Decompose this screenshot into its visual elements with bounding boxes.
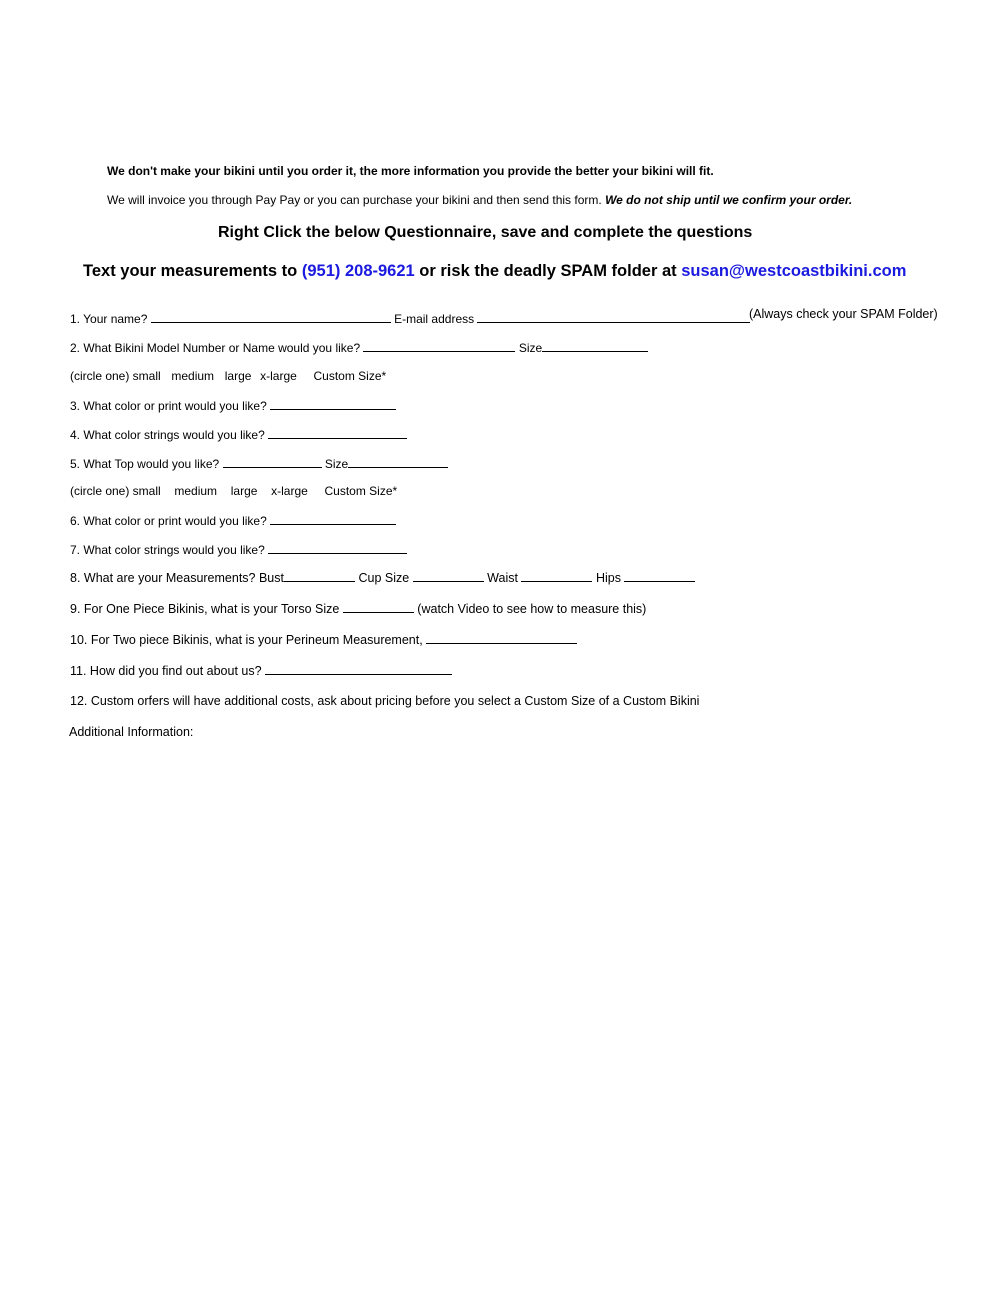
waist-field[interactable]	[521, 570, 592, 582]
additional-info-label: Additional Information:	[69, 725, 194, 739]
q10-row	[70, 632, 577, 647]
top-size-xlarge[interactable]: x-large	[271, 484, 308, 498]
bust-field[interactable]	[284, 570, 355, 582]
top-size-field[interactable]	[348, 456, 448, 468]
q5-label: 5. What Top would you like?	[70, 457, 220, 471]
name-field[interactable]	[151, 311, 391, 323]
bottom-size-options	[70, 369, 386, 383]
q3-label: 3. What color or print would you like?	[70, 399, 267, 413]
q6-label: 6. What color or print would you like?	[70, 514, 267, 528]
top-size-medium[interactable]: medium	[174, 484, 218, 498]
q11-label: 11. How did you find out about us?	[70, 664, 262, 678]
top-color-field[interactable]	[270, 513, 396, 525]
bottom-size-label: (circle one) small	[70, 369, 161, 383]
top-model-field[interactable]	[223, 456, 322, 468]
perineum-field[interactable]	[426, 632, 577, 644]
bottom-size-large[interactable]: large	[224, 369, 252, 383]
q6-row	[70, 513, 396, 528]
additional-info-area[interactable]	[69, 745, 929, 1245]
bikini-model-field[interactable]	[363, 340, 515, 352]
q5-size-label: Size	[324, 457, 349, 471]
top-size-custom[interactable]: Custom Size*	[324, 484, 398, 498]
q4-row	[70, 427, 407, 442]
q11-row	[70, 663, 452, 678]
q1-row	[70, 311, 750, 326]
q12-note: 12. Custom orfers will have additional costs, ask about pricing before you select a Custom Size of a Custom Bikini	[70, 694, 700, 708]
phone-link[interactable]: (951) 208-9621	[301, 262, 415, 280]
intro-line-2	[107, 193, 852, 207]
top-size-label: (circle one) small	[70, 484, 161, 498]
intro-line-2-emphasis: We do not ship until we confirm your order.	[605, 193, 853, 207]
bottom-size-custom[interactable]: Custom Size*	[313, 369, 387, 383]
q9-row	[70, 601, 646, 616]
q8-cup-label: Cup Size	[358, 571, 410, 585]
top-size-large[interactable]: large	[230, 484, 258, 498]
referral-field[interactable]	[265, 663, 452, 675]
q2-label: 2. What Bikini Model Number or Name would you like?	[70, 341, 361, 355]
q2-row	[70, 340, 648, 355]
q1-email-label: E-mail address	[394, 312, 475, 326]
hips-field[interactable]	[624, 570, 695, 582]
spam-note: (Always check your SPAM Folder)	[749, 307, 938, 321]
torso-field[interactable]	[343, 601, 414, 613]
q9-label: 9. For One Piece Bikinis, what is your Torso Size	[70, 602, 340, 616]
intro-line-1: We don't make your bikini until you order it, the more information you provide the better your bikini will fit.	[107, 164, 714, 178]
q9-note: (watch Video to see how to measure this)	[417, 602, 647, 616]
bottom-size-medium[interactable]: medium	[171, 369, 215, 383]
bottom-color-field[interactable]	[270, 398, 396, 410]
top-strings-field[interactable]	[268, 542, 407, 554]
bottom-strings-field[interactable]	[268, 427, 407, 439]
q7-row	[70, 542, 407, 557]
q3-row	[70, 398, 396, 413]
contact-prefix: Text your measurements to	[83, 262, 298, 280]
q1-name-label: 1. Your name?	[70, 312, 148, 326]
q2-size-label: Size	[518, 341, 543, 355]
q4-label: 4. What color strings would you like?	[70, 428, 265, 442]
q8-waist-label: Waist	[487, 571, 518, 585]
q8-row	[70, 570, 695, 585]
top-size-options	[70, 484, 397, 498]
email-link[interactable]: susan@westcoastbikini.com	[681, 262, 907, 280]
intro-line-2-text: We will invoice you through Pay Pay or you can purchase your bikini and then send this form.	[107, 193, 602, 207]
page-heading: Right Click the below Questionnaire, save and complete the questions	[218, 224, 753, 241]
q10-label: 10. For Two piece Bikinis, what is your Perineum Measurement,	[70, 633, 423, 647]
cup-size-field[interactable]	[413, 570, 484, 582]
q5-row	[70, 456, 448, 471]
contact-middle: or risk the deadly SPAM folder at	[419, 262, 677, 280]
q8-label: 8. What are your Measurements? Bust	[70, 571, 284, 585]
email-field[interactable]	[477, 311, 750, 323]
contact-line	[83, 262, 906, 281]
q8-hips-label: Hips	[595, 571, 621, 585]
bikini-size-field[interactable]	[542, 340, 648, 352]
bottom-size-xlarge[interactable]: x-large	[260, 369, 297, 383]
q7-label: 7. What color strings would you like?	[70, 543, 265, 557]
